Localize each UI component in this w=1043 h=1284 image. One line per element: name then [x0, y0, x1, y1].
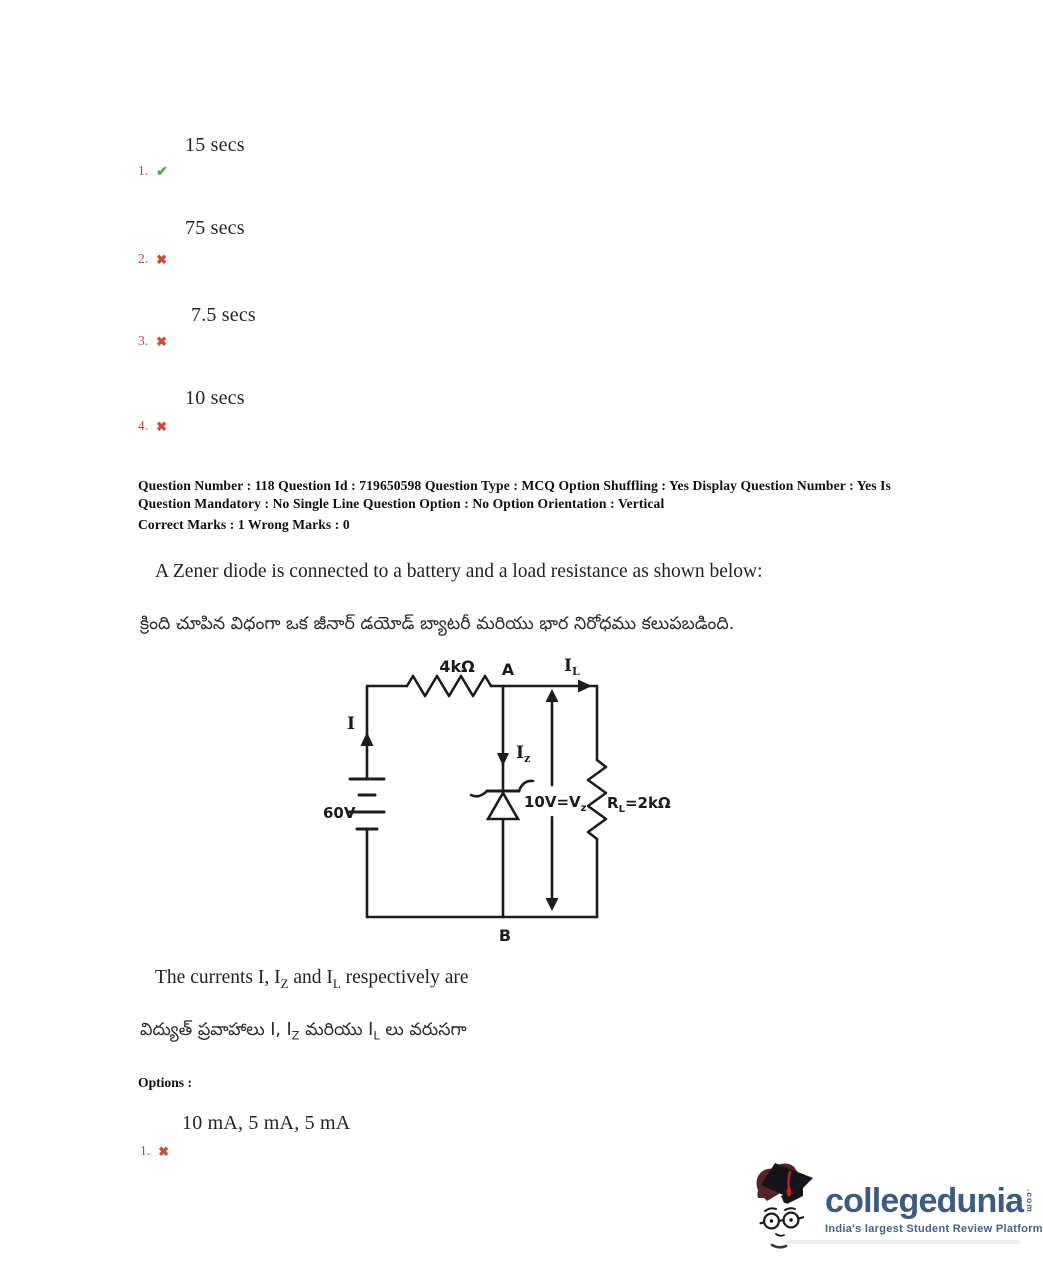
correct-check-icon: ✔ — [156, 165, 168, 180]
option-label: 7.5 secs — [191, 304, 256, 326]
metadata-line: Question Mandatory : No Single Line Question Option : No Option Orientation : Vertical — [138, 495, 665, 511]
collegedunia-logo — [750, 1158, 1043, 1250]
logo-domain: .com — [1025, 1189, 1036, 1213]
current-Iz-label: $I_z$ — [516, 743, 531, 765]
option-number: 1. — [140, 1143, 151, 1158]
options-heading: Options : — [138, 1075, 193, 1090]
wrong-cross-icon: ✖ — [158, 1144, 170, 1159]
voltage-arrowhead-up — [546, 689, 559, 702]
current-IL-label: $I_L$ — [564, 656, 580, 678]
option-label: 15 secs — [185, 134, 245, 156]
collegedunia-mascot-icon — [750, 1158, 816, 1250]
current-I-label: I — [347, 714, 355, 734]
zener-voltage-label: $10V=V_z$ — [524, 793, 587, 814]
option-marker — [138, 251, 167, 268]
question-prompt-telugu: విద్యుత్ ప్రవాహాలు I, $I_Z$ మరియు $I_L$ లు వరుసగా — [140, 1020, 467, 1043]
node-a-label: A — [501, 660, 515, 679]
wrong-cross-icon: ✖ — [156, 419, 168, 434]
question-metadata — [138, 477, 903, 534]
node-b-label: B — [498, 926, 512, 945]
zener-diode-triangle — [488, 793, 518, 819]
wrong-cross-icon: ✖ — [156, 334, 168, 349]
load-resistor-symbol — [588, 760, 606, 839]
current-IL-arrowhead — [578, 680, 592, 693]
zener-bar-hook — [519, 781, 533, 791]
option-label: 10 secs — [185, 387, 245, 409]
voltage-arrowhead-down — [546, 898, 559, 911]
question-text-telugu: క్రింది చూపిన విధంగా ఒక జీనార్ డయోడ్ బ్యాటరీ మరియు భార నిరోధము కలుపబడింది. — [140, 614, 735, 634]
option-label: 75 secs — [185, 217, 245, 239]
current-Iz-arrowhead — [497, 753, 509, 766]
option-marker — [138, 418, 167, 435]
option-number: 3. — [138, 333, 149, 348]
option-number: 2. — [138, 251, 149, 266]
logo-tagline: India's largest Student Review Platform — [825, 1223, 1043, 1235]
current-I-arrowhead — [361, 732, 374, 746]
zener-bar-hook — [471, 791, 487, 796]
wrong-cross-icon: ✖ — [156, 252, 168, 267]
load-resistor-label: $R_L=2k\Omega$ — [607, 794, 671, 815]
option-marker — [138, 333, 167, 350]
option-marker — [138, 163, 168, 181]
question-prompt-english: The currents I, $I_Z$ and $I_L$ respectively are — [155, 967, 469, 991]
question-text-english: A Zener diode is connected to a battery and a load resistance as shown below: — [155, 561, 763, 582]
metadata-line: Question Number : 118 Question Id : 719650598 Question Type : MCQ Option Shuffling : Yes Display Question Number : Yes Is — [138, 478, 891, 493]
faint-divider — [786, 1240, 1020, 1244]
circuit-diagram — [315, 645, 687, 947]
metadata-marks: Correct Marks : 1 Wrong Marks : 0 — [138, 517, 350, 533]
option-marker — [140, 1143, 169, 1160]
series-resistor-label: 4kΩ — [439, 657, 475, 676]
series-resistor-symbol — [407, 676, 491, 696]
option-number: 4. — [138, 418, 149, 433]
option-number: 1. — [138, 163, 149, 178]
option-label: 10 mA, 5 mA, 5 mA — [182, 1112, 351, 1134]
logo-wordmark: collegedunia — [825, 1182, 1024, 1220]
battery-voltage-label: 60V — [323, 804, 356, 822]
